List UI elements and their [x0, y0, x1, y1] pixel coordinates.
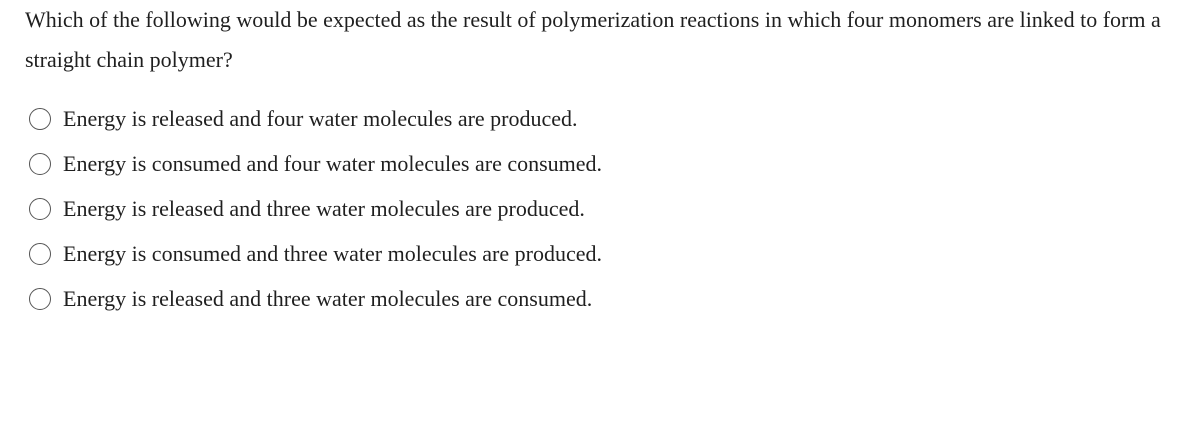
radio-button[interactable] [29, 108, 51, 130]
radio-button[interactable] [29, 153, 51, 175]
answer-option-label[interactable]: Energy is consumed and four water molecules are consumed. [63, 151, 603, 176]
radio-button[interactable] [29, 288, 51, 310]
answer-option-4[interactable] [29, 231, 602, 276]
answer-option-3[interactable] [29, 186, 602, 231]
answer-options [29, 96, 602, 321]
answer-option-label[interactable]: Energy is released and four water molecules are produced. [63, 106, 578, 131]
question-text: Which of the following would be expected as the result of polymerization reactions in which four monomers are linked to form a straight chain polymer? [25, 7, 1161, 72]
answer-option-label[interactable]: Energy is released and three water molecules are consumed. [63, 286, 593, 311]
answer-option-1[interactable] [29, 96, 602, 141]
radio-button[interactable] [29, 198, 51, 220]
answer-option-5[interactable] [29, 276, 602, 321]
answer-option-2[interactable] [29, 141, 602, 186]
radio-button[interactable] [29, 243, 51, 265]
answer-option-label[interactable]: Energy is consumed and three water molecules are produced. [63, 241, 602, 266]
answer-option-label[interactable]: Energy is released and three water molecules are produced. [63, 196, 585, 221]
